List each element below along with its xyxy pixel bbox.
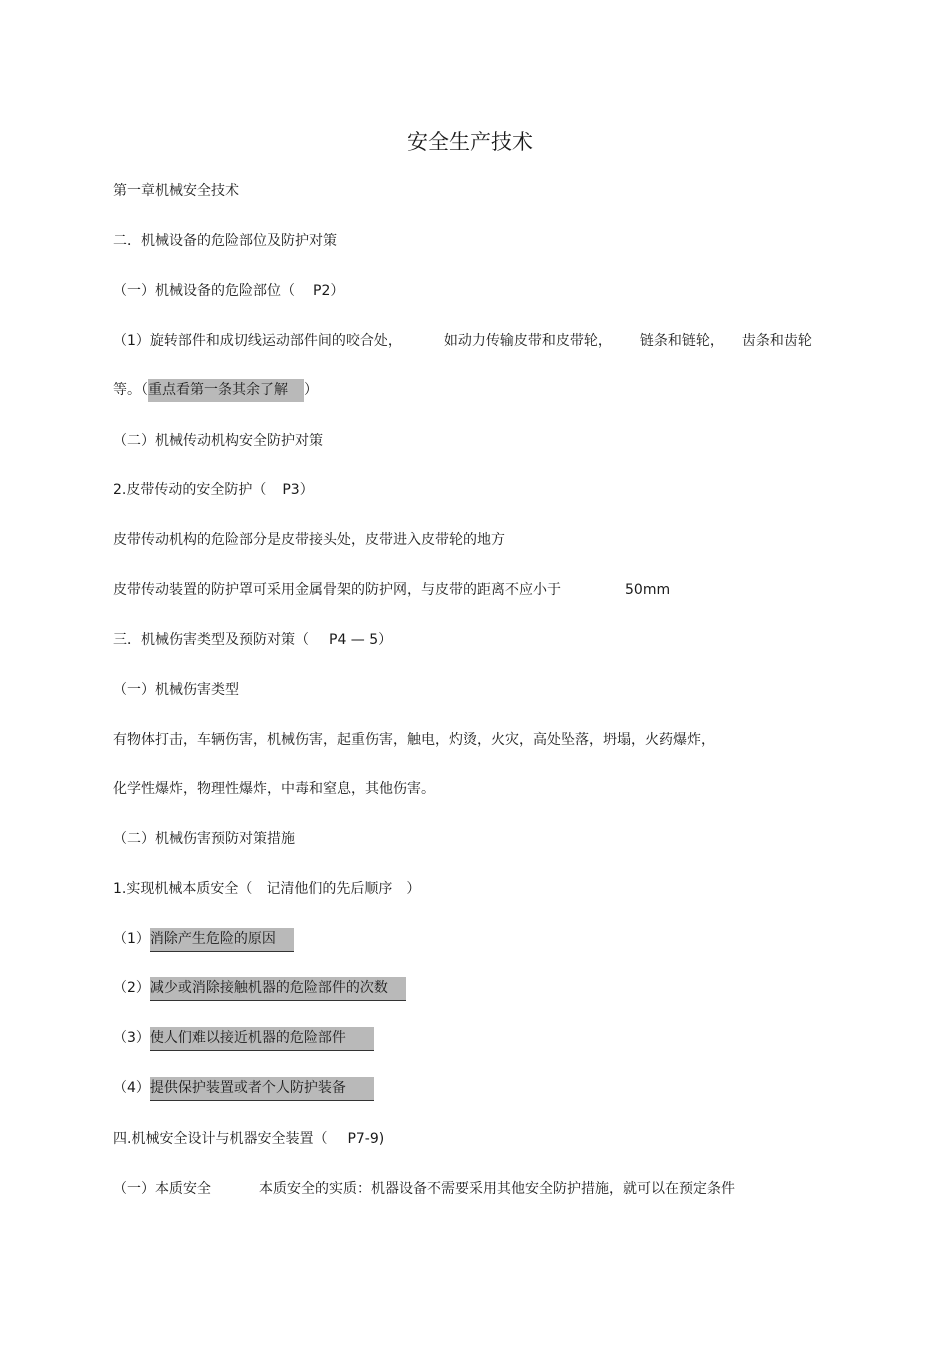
measure-highlight: 使人们难以接近机器的危险部件 [150, 1027, 374, 1051]
section-heading-4-text: 四.机械安全设计与机器安全装置（ [113, 1131, 328, 1147]
belt-example-text: 如动力传输皮带和皮带轮， [443, 333, 612, 349]
chapter-heading: 第一章机械安全技术 [113, 183, 239, 199]
page-ref-p7-9: P7-9) [347, 1131, 385, 1147]
injury-types-heading: （一）机械伤害类型 [113, 682, 239, 698]
measure-number: （3） [113, 1030, 150, 1046]
belt-guard-distance: 50mm [625, 582, 671, 598]
etc-suffix: ） [304, 382, 318, 398]
measure-number: （2） [113, 980, 150, 996]
belt-protection-text: 2.皮带传动的安全防护（ [113, 482, 267, 498]
injury-types-line-1: 有物体打击，车辆伤害，机械伤害，起重伤害，触电，灼烫，火灾，高处坠落，坍塌，火药爆炸， [113, 732, 715, 748]
measure-item [113, 928, 294, 952]
measure-number: （1） [113, 931, 150, 947]
belt-protection-heading [113, 480, 314, 500]
measure-highlight: 减少或消除接触机器的危险部件的次数 [150, 977, 406, 1001]
measure-highlight: 提供保护装置或者个人防护装备 [150, 1077, 374, 1101]
section-heading-4 [113, 1129, 384, 1149]
intrinsic-safety-text: 1.实现机械本质安全（ [113, 881, 253, 897]
intrinsic-safety-label: （一）本质安全 [113, 1181, 211, 1197]
intrinsic-safety-paragraph [113, 1179, 735, 1199]
measure-item [113, 1077, 374, 1101]
page-ref-p4-5: P4 — 5） [329, 632, 393, 648]
section-heading-3 [113, 630, 392, 650]
measure-item [113, 1027, 374, 1051]
paragraph-rotating-parts [113, 331, 812, 351]
document-title: 安全生产技术 [407, 130, 533, 154]
rotating-parts-text: （1）旋转部件和成切线运动部件间的咬合处， [113, 333, 402, 349]
measure-number: （4） [113, 1080, 150, 1096]
belt-danger-paragraph: 皮带传动机构的危险部分是皮带接头处，皮带进入皮带轮的地方 [113, 532, 505, 548]
belt-guard-paragraph [113, 580, 670, 600]
subsection-transmission: （二）机械传动机构安全防护对策 [113, 433, 323, 449]
section-heading-3-text: 三．机械伤害类型及预防对策（ [113, 632, 309, 648]
injury-types-line-2: 化学性爆炸，物理性爆炸，中毒和窒息，其他伤害。 [113, 781, 435, 797]
etc-prefix: 等。（ [113, 382, 148, 398]
section-heading-2: 二．机械设备的危险部位及防护对策 [113, 233, 337, 249]
page-ref-p2: P2） [313, 283, 345, 299]
intrinsic-safety-heading [113, 879, 420, 899]
order-note-close: ） [406, 881, 421, 897]
order-note: 记清他们的先后顺序 [266, 881, 393, 897]
chain-example-text: 链条和链轮， [639, 333, 724, 349]
measure-highlight: 消除产生危险的原因 [150, 928, 294, 952]
rack-example-text: 齿条和齿轮 [741, 333, 812, 349]
prevention-heading: （二）机械伤害预防对策措施 [113, 831, 295, 847]
page-ref-p3: P3） [282, 482, 314, 498]
intrinsic-safety-definition: 本质安全的实质：机器设备不需要采用其他安全防护措施，就可以在预定条件 [259, 1181, 735, 1197]
paragraph-etc [113, 379, 318, 402]
highlight-focus-note: 重点看第一条其余了解 [148, 379, 304, 402]
measure-item [113, 977, 406, 1001]
belt-guard-text: 皮带传动装置的防护罩可采用金属骨架的防护网，与皮带的距离不应小于 [113, 582, 561, 598]
subsection-danger-parts [113, 281, 344, 301]
subsection-danger-parts-text: （一）机械设备的危险部位（ [113, 283, 295, 299]
